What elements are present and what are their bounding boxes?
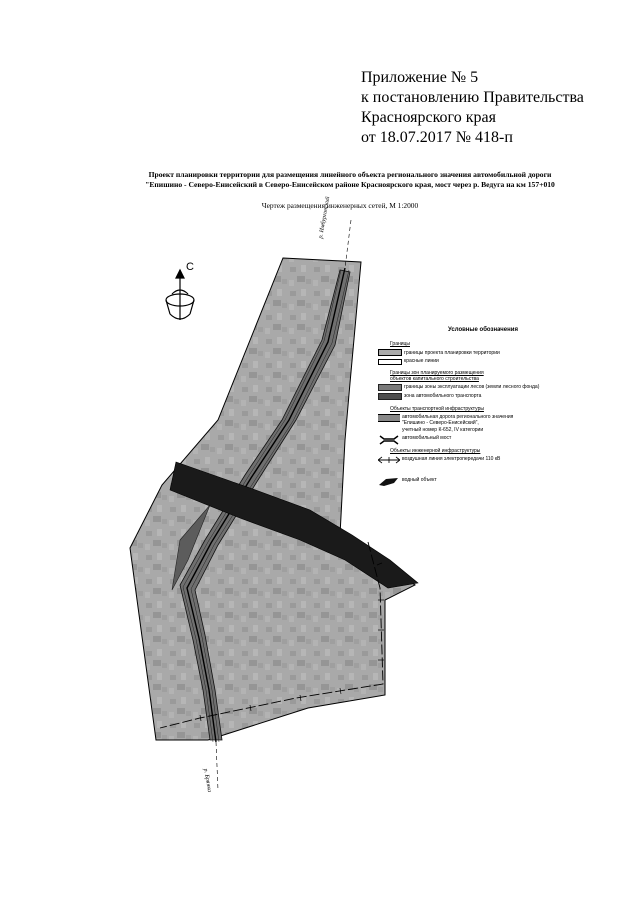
legend-group-borders: Границы — [390, 341, 410, 348]
legend-group-zones-line1: Границы зон планируемого размещения — [390, 369, 484, 376]
legend-row-road-zone — [378, 393, 578, 400]
project-title-line2: "Епишино - Северо-Енисейский в Северо-Енисейском районе Красноярского края, мост через р. Ведуга на км 157+010 — [145, 180, 555, 189]
legend-road-line3: учетный номер К-652, IV категории — [402, 426, 484, 433]
drawing-subtitle: Чертеж размещения инженерных сетей, М 1:2000 — [261, 201, 419, 210]
legend-forest-zone-label: границы зоны эксплуатации лесов (земли лесного фонда) — [404, 384, 540, 391]
legend-row-power-line — [378, 456, 578, 463]
bridge-icon — [378, 435, 400, 442]
road-zone-swatch — [378, 393, 402, 400]
river-label-south: р. Брянка — [202, 768, 213, 793]
legend-road-line2: "Епишино - Северо-Енисейский", — [402, 420, 479, 427]
legend-row-water — [378, 477, 578, 484]
legend-group-engineering: Объекты инженерной инфраструктуры — [390, 447, 481, 454]
legend-row-bridge — [378, 435, 578, 442]
red-lines-swatch — [378, 359, 402, 365]
legend-water-label: водный объект — [402, 477, 437, 484]
water-icon — [378, 477, 400, 484]
legend-row-road — [378, 414, 578, 433]
legend-power-line-label: воздушная линия электропередачи 110 кВ — [402, 456, 501, 463]
legend-red-lines-label: красные линии — [404, 358, 439, 365]
legend-row-forest-zone — [378, 384, 578, 391]
legend-group-zones — [390, 370, 578, 382]
legend-title: Условные обозначения — [448, 327, 518, 333]
legend-project-border-label: границы проекта планировки территории — [404, 349, 500, 356]
legend — [378, 327, 578, 486]
power-line-icon — [378, 456, 400, 463]
legend-road-zone-label: зона автомобильного транспорта — [404, 393, 482, 400]
project-border-swatch — [378, 349, 402, 356]
forest-zone-swatch — [378, 384, 402, 391]
legend-row-project-border — [378, 349, 578, 356]
compass-rose — [166, 270, 194, 320]
appendix-date: от 18.07.2017 № 418-п — [361, 129, 513, 146]
legend-group-zones-line2: объектов капитального строительства — [390, 375, 479, 382]
legend-group-transport: Объекты транспортной инфраструктуры — [390, 406, 484, 413]
project-title-line1: Проект планировки территории для размещения линейного объекта регионального значения автомобильной дороги — [148, 170, 552, 179]
appendix-region: Красноярского края — [361, 109, 496, 126]
river-label-north: р. Имбургинский — [318, 196, 332, 240]
legend-bridge-label: автомобильный мост — [402, 435, 452, 442]
legend-road-line1: автомобильная дорога регионального значения — [402, 414, 514, 421]
legend-row-red-lines — [378, 358, 578, 364]
south-river-line — [216, 742, 218, 790]
appendix-decree: к постановлению Правительства — [361, 89, 584, 106]
appendix-number: Приложение № 5 — [361, 69, 479, 86]
road-swatch — [378, 414, 400, 422]
compass-north-letter: С — [186, 261, 194, 273]
